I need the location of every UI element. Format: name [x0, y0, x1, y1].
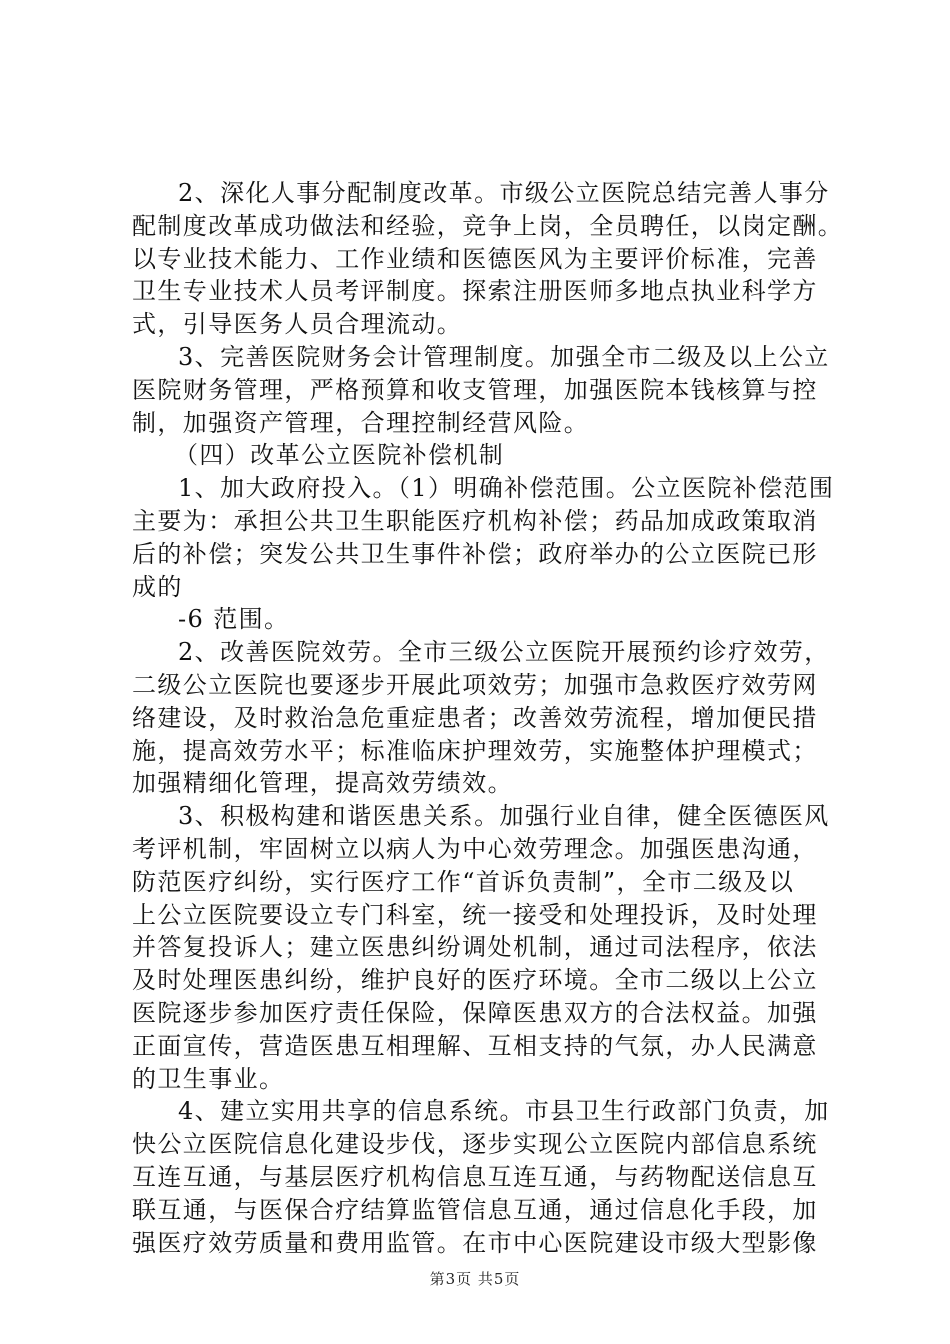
paragraph-line: 二级公立医院也要逐步开展此项效劳；加强市急救医疗效劳网: [132, 670, 818, 699]
paragraph-line: 加强精细化管理，提高效劳绩效。: [132, 769, 513, 798]
paragraph-line: 式，引导医务人员合理流动。: [132, 310, 463, 339]
paragraph-line: 互连互通，与基层医疗机构信息互连互通，与药物配送信息互: [132, 1162, 818, 1191]
paragraph-line: 4、建立实用共享的信息系统。市县卫生行政部门负责，加: [178, 1097, 830, 1126]
paragraph-line: 1、加大政府投入。（1）明确补偿范围。公立医院补偿范围: [178, 474, 835, 503]
page-number-footer: 第3页 共5页: [429, 1270, 521, 1288]
paragraph-line: 3、完善医院财务会计管理制度。加强全市二级及以上公立: [178, 342, 830, 371]
paragraph-line: 制，加强资产管理，合理控制经营风险。: [132, 408, 590, 437]
paragraph-line: 主要为：承担公共卫生职能医疗机构补偿；药品加成政策取消: [132, 506, 818, 535]
paragraph-line: 并答复投诉人；建立医患纠纷调处机制，通过司法程序，依法: [132, 933, 818, 962]
paragraph-line: 上公立医院要设立专门科室，统一接受和处理投诉，及时处理: [132, 900, 818, 929]
paragraph-line: 以专业技术能力、工作业绩和医德医风为主要评价标准，完善: [132, 244, 818, 273]
paragraph-line: 快公立医院信息化建设步伐，逐步实现公立医院内部信息系统: [132, 1130, 818, 1159]
paragraph-line: -6 范围。: [178, 605, 290, 634]
paragraph-line: 3、积极构建和谐医患关系。加强行业自律，健全医德医风: [178, 802, 830, 831]
paragraph-line: 正面宣传，营造医患互相理解、互相支持的气氛，办人民满意: [132, 1031, 818, 1060]
paragraph-line: 络建设，及时救治急危重症患者；改善效劳流程，增加便民措: [132, 703, 818, 732]
paragraph-line: 防范医疗纠纷，实行医疗工作“首诉负责制”，全市二级及以: [132, 867, 795, 896]
paragraph-line: 2、深化人事分配制度改革。市级公立医院总结完善人事分: [178, 179, 830, 207]
paragraph-line: 后的补偿；突发公共卫生事件补偿；政府举办的公立医院已形: [132, 539, 818, 568]
paragraph-line: 的卫生事业。: [132, 1064, 285, 1093]
paragraph-line: 及时处理医患纠纷，维护良好的医疗环境。全市二级以上公立: [132, 966, 818, 995]
paragraph-line: 医院财务管理，严格预算和收支管理，加强医院本钱核算与控: [132, 375, 818, 404]
paragraph-line: 考评机制，牢固树立以病人为中心效劳理念。加强医患沟通，: [132, 834, 818, 863]
document-body: [132, 177, 844, 1259]
paragraph-line: 施，提高效劳水平；标准临床护理效劳，实施整体护理模式；: [132, 736, 818, 765]
paragraph-line: 2、改善医院效劳。全市三级公立医院开展预约诊疗效劳，: [178, 638, 830, 667]
paragraph-line: 卫生专业技术人员考评制度。探索注册医师多地点执业科学方: [132, 277, 818, 306]
section-heading: （四）改革公立医院补偿机制: [174, 441, 505, 470]
paragraph-line: 成的: [132, 572, 183, 601]
paragraph-line: 配制度改革成功做法和经验，竞争上岗，全员聘任，以岗定酬。: [132, 211, 844, 240]
paragraph-line: 联互通，与医保合疗结算监管信息互通，通过信息化手段，加: [132, 1195, 818, 1224]
paragraph-line: 强医疗效劳质量和费用监管。在市中心医院建设市级大型影像: [132, 1228, 818, 1257]
paragraph-line: 医院逐步参加医疗责任保险，保障医患双方的合法权益。加强: [132, 998, 818, 1027]
